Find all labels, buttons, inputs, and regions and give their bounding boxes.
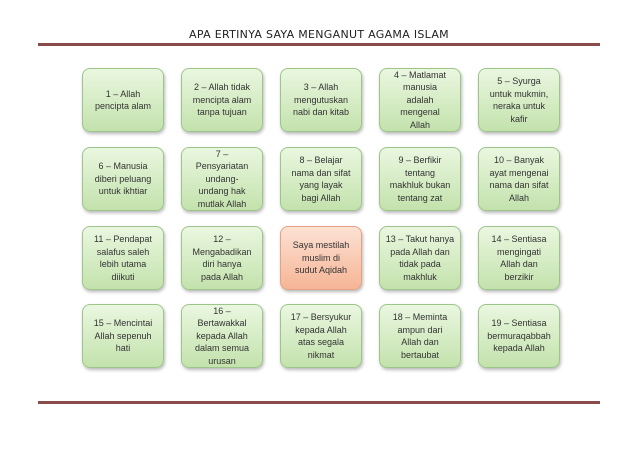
box-10	[478, 147, 560, 211]
box-1	[82, 68, 164, 132]
box-19	[478, 304, 560, 368]
box-18	[379, 304, 461, 368]
box-text: Saya mestilah muslim di sudut Aqidah	[292, 240, 350, 276]
box-text: 16 – Bertawakkal kepada Allah dalam semua urusan	[194, 305, 250, 366]
box-4	[379, 68, 461, 132]
box-12	[181, 226, 263, 290]
box-3	[280, 68, 362, 132]
box-text: 2 – Allah tidak mencipta alam tanpa tujuan	[192, 82, 252, 118]
box-text: 9 – Berfikir tentang makhluk bukan tentang zat	[389, 155, 451, 203]
box-text: 6 – Manusia diberi peluang untuk ikhtiar	[94, 161, 152, 197]
box-text: 14 – Sentiasa mengingati Allah dan berzikir	[491, 234, 547, 282]
box-16	[181, 304, 263, 368]
box-text: 4 – Matlamat manusia adalah mengenal Allah	[393, 69, 447, 130]
bottom-rule	[38, 401, 600, 404]
box-text: 12 – Mengabadikan diri hanya pada Allah	[192, 234, 252, 282]
top-rule	[38, 43, 600, 46]
box-13	[379, 226, 461, 290]
box-14	[478, 226, 560, 290]
box-7	[181, 147, 263, 211]
box-text: 13 – Takut hanya pada Allah dan tidak pada makhluk	[385, 234, 455, 282]
box-text: 10 – Banyak ayat mengenai nama dan sifat Allah	[489, 155, 549, 203]
box-2	[181, 68, 263, 132]
box-9	[379, 147, 461, 211]
box-8	[280, 147, 362, 211]
box-text: 3 – Allah mengutuskan nabi dan kitab	[292, 82, 350, 118]
box-6	[82, 147, 164, 211]
box-text: 5 – Syurga untuk mukmin, neraka untuk kafir	[489, 76, 549, 124]
box-text: 11 – Pendapat salafus saleh lebih utama diikuti	[94, 234, 152, 282]
box-text: 8 – Belajar nama dan sifat yang layak bagi Allah	[291, 155, 351, 203]
page-title: APA ERTINYA SAYA MENGANUT AGAMA ISLAM	[189, 28, 449, 41]
box-text: 1 – Allah pencipta alam	[94, 88, 152, 111]
box-text: 17 – Bersyukur kepada Allah atas segala nikmat	[290, 312, 352, 360]
box-text: 7 – Pensyariatan undang- undang hak mutlak Allah	[195, 148, 249, 209]
box-17	[280, 304, 362, 368]
central-statement-box	[280, 226, 362, 290]
box-5	[478, 68, 560, 132]
box-11	[82, 226, 164, 290]
box-text: 15 – Mencintai Allah sepenuh hati	[93, 318, 153, 354]
concept-grid	[82, 68, 562, 368]
box-text: 19 – Sentiasa bermuraqabbah kepada Allah	[487, 318, 551, 354]
box-15	[82, 304, 164, 368]
box-text: 18 – Meminta ampun dari Allah dan bertaubat	[392, 312, 448, 360]
